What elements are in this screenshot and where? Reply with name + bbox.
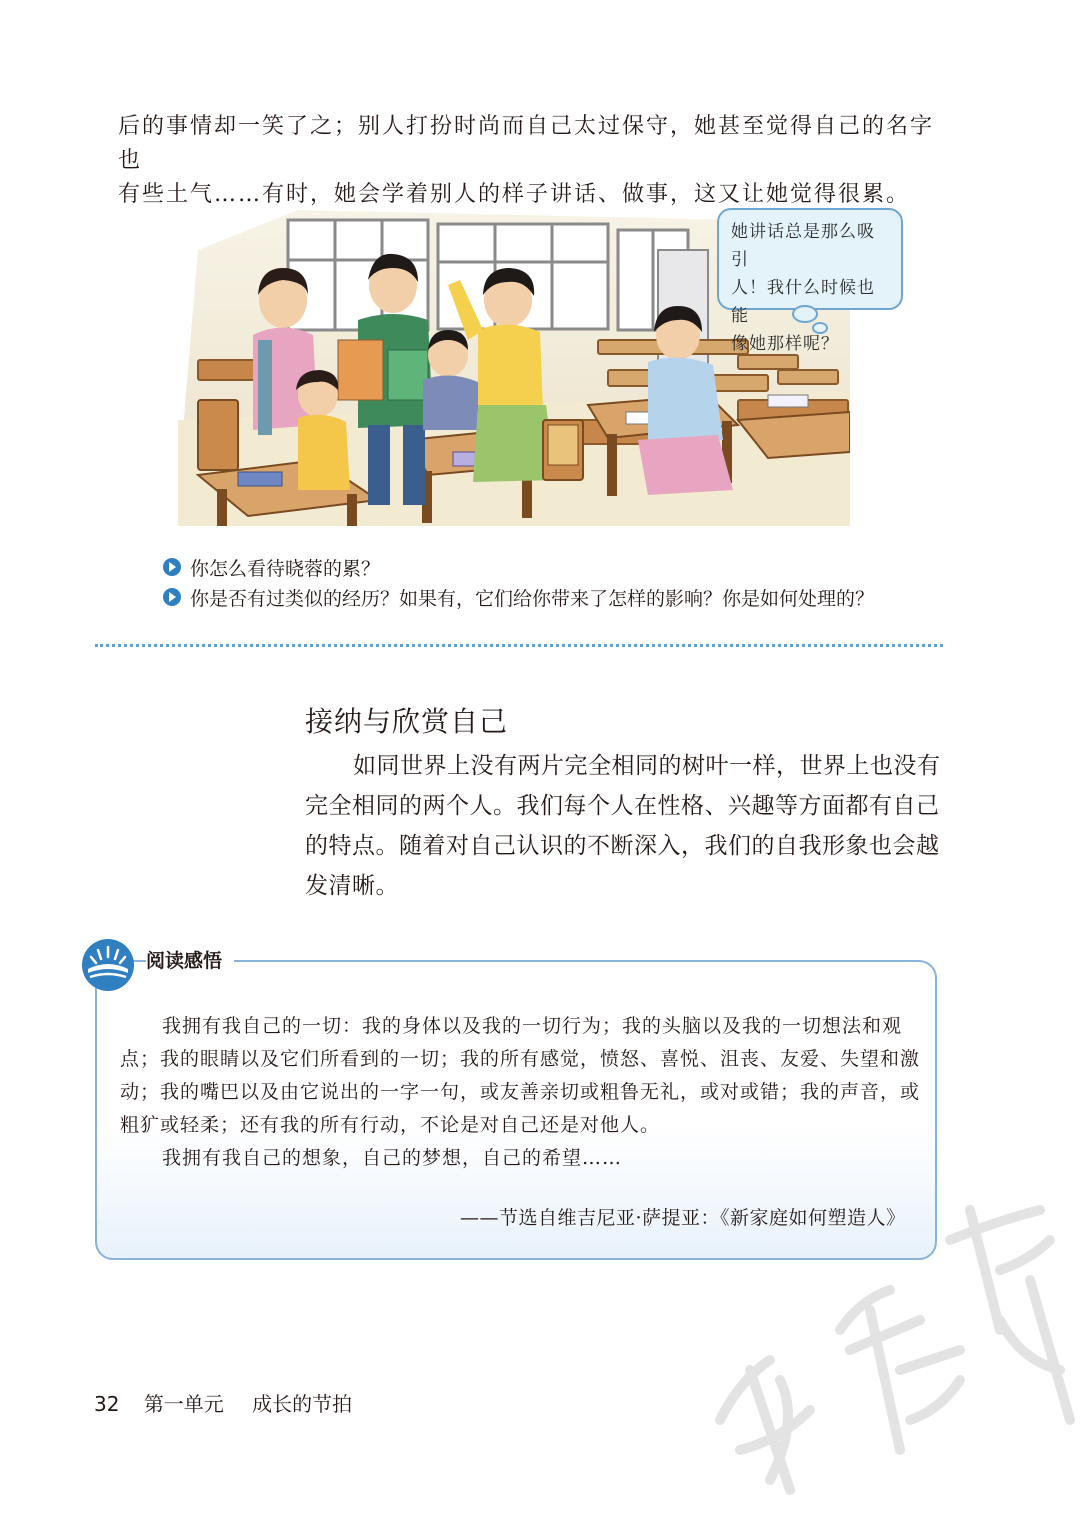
arrow-bullet-icon [162, 587, 182, 607]
section-body: 如同世界上没有两片完全相同的树叶一样，世界上也没有完全相同的两个人。我们每个人在性格、兴趣等方面都有自己的特点。随着对自己认识的不断深入，我们的自我形象也会越发清晰。 [305, 753, 941, 899]
page-footer [94, 1388, 352, 1417]
question-text: 你怎么看待晓蓉的累？ [190, 557, 381, 580]
bubble-tail-dot-small [812, 322, 828, 334]
speech-bubble [717, 208, 903, 354]
question-item [162, 552, 962, 582]
intro-line-2: 有些土气……有时，她会学着别人的样子讲话、做事，这又让她觉得很累。 [118, 182, 911, 207]
reading-source: ——节选自维吉尼亚·萨提亚：《新家庭如何塑造人》 [460, 1207, 906, 1229]
reading-label: 阅读感悟 [146, 946, 234, 973]
discussion-questions [162, 552, 962, 612]
dotted-divider [95, 644, 943, 647]
page-number: 32 [94, 1392, 120, 1416]
arrow-bullet-icon [162, 557, 182, 577]
section-title: 接纳与欣赏自己 [305, 705, 509, 738]
chapter-title: 成长的节拍 [252, 1392, 353, 1416]
bubble-line-1: 她讲话总是那么吸引 [731, 222, 875, 270]
unit-title: 第一单元 [143, 1392, 224, 1416]
reading-paragraph-1: 我拥有我自己的一切：我的身体以及我的一切行为；我的头脑以及我的一切想法和观点；我的眼睛以及它们所看到的一切；我的所有感觉，愤怒、喜悦、沮丧、友爱、失望和激动；我的嘴巴以及由它说出的一字一句，或友善亲切或粗鲁无礼，或对或错；我的声音，或粗犷或轻柔；还有我的所有行动，不论是对自己还是对他人。 [120, 1015, 921, 1136]
bubble-tail-dot [792, 305, 818, 323]
question-item [162, 582, 962, 612]
question-text: 你是否有过类似的经历？如果有，它们给你带来了怎样的影响？你是如何处理的？ [190, 587, 875, 610]
watermark-logo [700, 1120, 1080, 1520]
reading-logo-icon [80, 937, 136, 993]
intro-line-1: 后的事情却一笑了之；别人打扮时尚而自己太过保守，她甚至觉得自己的名字也 [118, 114, 935, 173]
bubble-line-3: 像她那样呢？ [731, 334, 839, 354]
reading-paragraph-2: 我拥有我自己的想象，自己的梦想，自己的希望…… [162, 1147, 623, 1169]
bubble-line-2: 人！我什么时候也能 [731, 278, 875, 326]
